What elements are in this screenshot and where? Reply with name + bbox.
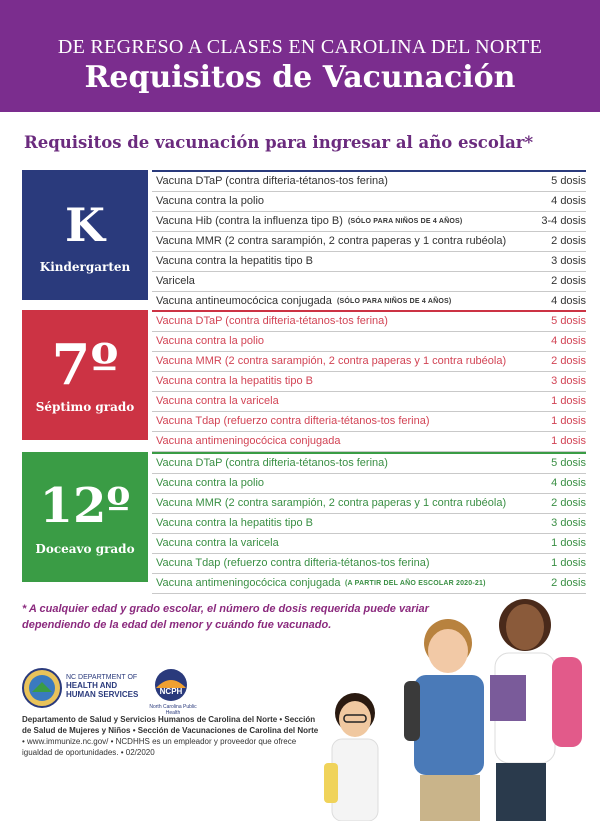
vaccine-name: Vacuna antineumocócica conjugada [156, 295, 332, 307]
vaccine-row [152, 252, 586, 272]
vaccine-name: Vacuna MMR (2 contra sarampión, 2 contra paperas y 1 contra rubéola) [156, 235, 507, 247]
vaccine-row [152, 332, 586, 352]
vaccine-row [152, 352, 586, 372]
dose-count: 2 dosis [551, 275, 586, 287]
dose-count: 3 dosis [551, 255, 586, 267]
girl-pants [496, 763, 546, 821]
vaccine-row [152, 372, 586, 392]
vaccine-row [152, 312, 586, 332]
vaccine-row [152, 392, 586, 412]
children-photo-illustration [320, 585, 600, 821]
girl-book [490, 675, 526, 721]
vaccine-row [152, 494, 586, 514]
contact-regular: • www.immunize.nc.gov/ • NCDHHS es un empleador y proveedor que ofrece igualdad de oportunidades. • 02/2020 [22, 737, 297, 757]
vaccine-name: Vacuna Tdap (refuerzo contra difteria-tétanos-tos ferina) [156, 557, 430, 569]
dose-count: 1 dosis [551, 537, 586, 549]
vaccine-row [152, 534, 586, 554]
grade-badge-twelfth [22, 452, 148, 582]
contact-bold: Departamento de Salud y Servicios Humanos de Carolina del Norte • Sección de Salud de Mujeres y Niños • Sección de Vacunaciones de Carolina del Norte [22, 715, 319, 735]
grade-symbol: 12º [39, 478, 131, 534]
dose-count: 2 dosis [551, 497, 586, 509]
boy-pants [420, 775, 480, 821]
girl-face [506, 604, 544, 650]
grade-label: Doceavo grado [35, 542, 135, 556]
grade-symbol: K [65, 198, 105, 252]
page-subtitle: Requisitos de vacunación para ingresar al año escolar* [24, 133, 534, 152]
girl-backpack [552, 657, 582, 747]
grade-badge-kindergarten [22, 170, 148, 300]
vaccine-note: (A PARTIR DEL AÑO ESCOLAR 2020-21) [345, 580, 486, 587]
vaccine-name: Vacuna contra la hepatitis tipo B [156, 517, 313, 529]
vaccine-row [152, 272, 586, 292]
dose-count: 2 dosis [551, 577, 586, 589]
vaccine-row [152, 514, 586, 534]
vaccine-name: Vacuna MMR (2 contra sarampión, 2 contra paperas y 1 contra rubéola) [156, 355, 507, 367]
ncph-logo-text: North Carolina Public Health [149, 704, 197, 716]
vaccine-name: Vacuna contra la varicela [156, 395, 279, 407]
dept-line-3: HUMAN SERVICES [66, 690, 139, 699]
vaccine-name: Vacuna contra la varicela [156, 537, 279, 549]
vaccine-row [152, 432, 586, 452]
dose-count: 3-4 dosis [541, 215, 586, 227]
vaccine-row [152, 292, 586, 312]
vaccine-row [152, 172, 586, 192]
header-title: Requisitos de Vacunación [84, 60, 516, 95]
vaccine-row [152, 192, 586, 212]
dose-count: 3 dosis [551, 375, 586, 387]
boy-face [428, 629, 468, 673]
grade-badge-seventh [22, 310, 148, 440]
vaccine-list-seventh [152, 310, 586, 452]
vaccine-row [152, 412, 586, 432]
vaccine-row [152, 212, 586, 232]
vaccine-name: Vacuna contra la hepatitis tipo B [156, 375, 313, 387]
grade-label: Kindergarten [39, 260, 131, 274]
dept-line-1: NC DEPARTMENT OF [66, 674, 138, 681]
vaccine-note: (SÓLO PARA NIÑOS DE 4 AÑOS) [337, 298, 452, 305]
header-supertitle: DE REGRESO A CLASES EN CAROLINA DEL NORTE [57, 36, 543, 58]
ncph-mark-text: NCPH [159, 687, 183, 696]
header-banner [0, 0, 600, 112]
contact-info [22, 714, 322, 758]
vaccine-name: Varicela [156, 275, 195, 287]
vaccine-name: Vacuna MMR (2 contra sarampión, 2 contra paperas y 1 contra rubéola) [156, 497, 507, 509]
vaccine-name: Vacuna contra la polio [156, 477, 265, 489]
vaccine-name: Vacuna antimeningocócica conjugada [156, 435, 341, 447]
vaccine-note: (SÓLO PARA NIÑOS DE 4 AÑOS) [348, 218, 463, 225]
dose-count: 5 dosis [551, 175, 586, 187]
vaccine-name: Vacuna DTaP (contra difteria-tétanos-tos ferina) [156, 315, 388, 327]
grade-label: Séptimo grado [35, 400, 135, 414]
dose-count: 4 dosis [551, 477, 586, 489]
dose-count: 1 dosis [551, 435, 586, 447]
dose-count: 4 dosis [551, 295, 586, 307]
vaccine-name: Vacuna Tdap (refuerzo contra difteria-tétanos-tos ferina) [156, 415, 430, 427]
dose-count: 1 dosis [551, 415, 586, 427]
vaccine-row [152, 474, 586, 494]
vaccine-name: Vacuna contra la hepatitis tipo B [156, 255, 313, 267]
dose-count: 5 dosis [551, 457, 586, 469]
dept-line-2: HEALTH AND [66, 681, 118, 690]
dose-count: 2 dosis [551, 235, 586, 247]
dose-count: 3 dosis [551, 517, 586, 529]
dose-count: 1 dosis [551, 557, 586, 569]
grade-symbol: 7º [51, 332, 119, 398]
dose-count: 4 dosis [551, 195, 586, 207]
vaccine-name: Vacuna DTaP (contra difteria-tétanos-tos ferina) [156, 457, 388, 469]
vaccine-name: Vacuna contra la polio [156, 335, 265, 347]
vaccine-row [152, 554, 586, 574]
small-girl-pencil [324, 763, 338, 803]
vaccine-list-kindergarten [152, 170, 586, 312]
ncph-logo-icon [154, 668, 188, 702]
dose-count: 1 dosis [551, 395, 586, 407]
ncdhhs-seal-icon [22, 668, 62, 708]
footnote: * A cualquier edad y grado escolar, el número de dosis requerida puede variar dependiendo de la edad del menor y cuándo fue vacunado. [22, 603, 429, 631]
dose-count: 4 dosis [551, 335, 586, 347]
vaccine-name: Vacuna DTaP (contra difteria-tétanos-tos ferina) [156, 175, 388, 187]
vaccine-list-twelfth [152, 452, 586, 594]
boy-shirt [414, 675, 484, 775]
vaccine-row [152, 454, 586, 474]
dept-logo-text [66, 674, 156, 700]
vaccine-name: Vacuna antimeningocócica conjugada [156, 577, 341, 589]
boy-backpack-strap [404, 681, 420, 741]
vaccine-name: Vacuna Hib (contra la influenza tipo B) [156, 215, 343, 227]
dose-count: 2 dosis [551, 355, 586, 367]
small-girl-shirt [332, 739, 378, 821]
vaccine-row [152, 232, 586, 252]
dose-count: 5 dosis [551, 315, 586, 327]
vaccine-name: Vacuna contra la polio [156, 195, 265, 207]
